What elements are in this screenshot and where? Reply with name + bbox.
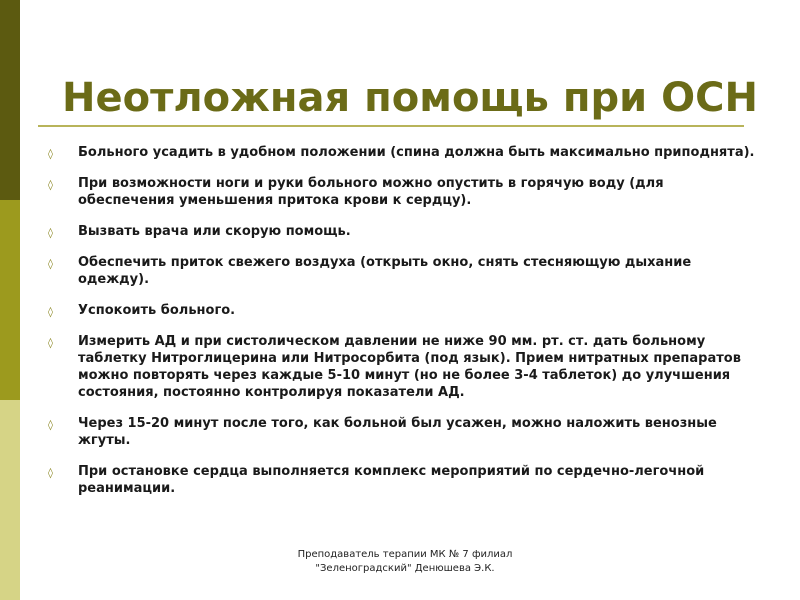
bullet-marker-icon: ◊ <box>48 259 53 270</box>
bullet-text: Через 15-20 минут после того, как больной был усажен, можно наложить венозные жгуты. <box>78 416 717 448</box>
slide-footer <box>260 548 550 576</box>
bullet-text: При возможности ноги и руки больного можно опустить в горячую воду (для обеспечения уменьшения притока крови к сердцу). <box>78 176 664 208</box>
title-divider <box>38 125 744 127</box>
bullet-marker-icon: ◊ <box>48 307 53 318</box>
bullet-marker-icon: ◊ <box>48 338 53 349</box>
footer-line-2: "Зеленоградский" Денюшева Э.К. <box>315 563 495 574</box>
bullet-marker-icon: ◊ <box>48 468 53 479</box>
bullet-list <box>46 144 758 511</box>
bullet-item <box>46 223 758 240</box>
bullet-marker-icon: ◊ <box>48 149 53 160</box>
bullet-item <box>46 144 758 161</box>
bullet-text: Успокоить больного. <box>78 303 236 318</box>
bullet-marker-icon: ◊ <box>48 420 53 431</box>
bullet-item <box>46 175 758 209</box>
bullet-text: Измерить АД и при систолическом давлении не ниже 90 мм. рт. ст. дать больному таблетку Нитроглицерина или Нитросорбита (под язык). Прием нитратных препаратов можно повторять через каждые 5-10 минут (но не более 3-4 таблеток) до улучшения состояния, постоянно контролируя показатели АД. <box>78 334 741 400</box>
slide-title: Неотложная помощь при ОСН <box>62 75 758 121</box>
sidebar-stripe-light <box>0 400 20 600</box>
bullet-item <box>46 415 758 449</box>
bullet-item <box>46 333 758 401</box>
bullet-text: Вызвать врача или скорую помощь. <box>78 224 351 239</box>
bullet-text: Обеспечить приток свежего воздуха (открыть окно, снять стесняющую дыхание одежду). <box>78 255 692 287</box>
bullet-marker-icon: ◊ <box>48 228 53 239</box>
bullet-item <box>46 302 758 319</box>
footer-line-1: Преподаватель терапии МК № 7 филиал <box>297 549 513 560</box>
sidebar-stripe-mid <box>0 200 20 400</box>
bullet-text: При остановке сердца выполняется комплекс мероприятий по сердечно-легочной реанимации. <box>78 464 705 496</box>
bullet-marker-icon: ◊ <box>48 180 53 191</box>
sidebar-stripe-dark <box>0 0 20 200</box>
bullet-item <box>46 254 758 288</box>
bullet-text: Больного усадить в удобном положении (спина должна быть максимально приподнята). <box>78 145 755 160</box>
bullet-item <box>46 463 758 497</box>
